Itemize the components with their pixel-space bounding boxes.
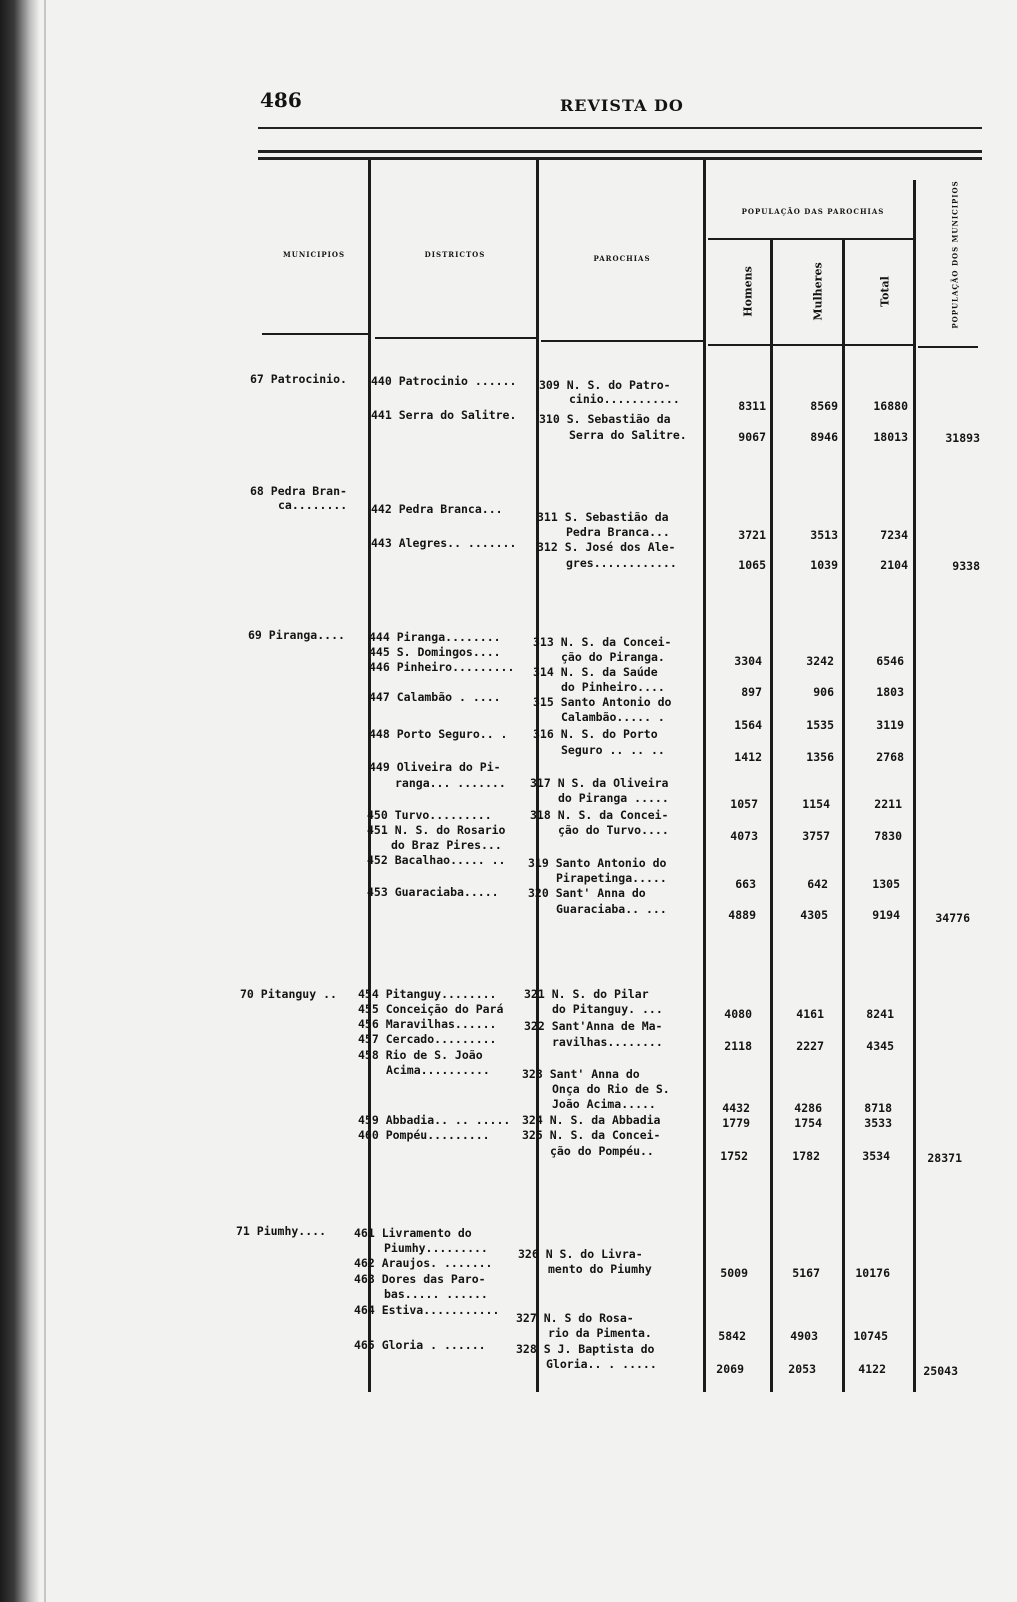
parish-label: gres............ bbox=[566, 556, 677, 570]
total-value: 3534 bbox=[862, 1149, 890, 1163]
parish-label: cinio........... bbox=[569, 392, 680, 406]
parish-label: 323 Sant' Anna do bbox=[522, 1067, 640, 1081]
district-label: 463 Dores das Paro- bbox=[354, 1272, 486, 1286]
parish-label: ravilhas........ bbox=[552, 1035, 663, 1049]
parish-label: 312 S. José dos Ale- bbox=[537, 540, 676, 554]
district-label: bas..... ...... bbox=[384, 1287, 488, 1301]
table-top-rule bbox=[258, 150, 982, 153]
parish-label: 313 N. S. da Concei- bbox=[533, 635, 672, 649]
district-label: 445 S. Domingos.... bbox=[369, 645, 501, 659]
homens-value: 1412 bbox=[734, 750, 762, 764]
mulheres-value: 1154 bbox=[802, 797, 830, 811]
homens-value: 2118 bbox=[724, 1039, 752, 1053]
parish-label: 325 N. S. da Concei- bbox=[522, 1128, 661, 1142]
header-bottom-rule bbox=[708, 344, 913, 346]
homens-value: 5009 bbox=[720, 1266, 748, 1280]
total-value: 10745 bbox=[853, 1329, 888, 1343]
table-top-rule-2 bbox=[258, 157, 982, 160]
column-rule bbox=[770, 240, 773, 1392]
header-bottom-rule bbox=[262, 333, 368, 335]
homens-value: 3721 bbox=[738, 528, 766, 542]
municipio-label: ca........ bbox=[278, 498, 348, 512]
header-total: Total bbox=[878, 276, 892, 307]
parish-label: 321 N. S. do Pilar bbox=[524, 987, 649, 1001]
total-value: 16880 bbox=[873, 399, 908, 413]
total-value: 3119 bbox=[876, 718, 904, 732]
total-value: 8718 bbox=[864, 1101, 892, 1115]
total-value: 8241 bbox=[866, 1007, 894, 1021]
parish-label: 316 N. S. do Porto bbox=[533, 727, 658, 741]
header-bottom-rule bbox=[375, 337, 536, 339]
header-bottom-rule bbox=[918, 346, 978, 348]
homens-value: 663 bbox=[735, 877, 756, 891]
municipio-total-value: 25043 bbox=[923, 1364, 958, 1378]
homens-value: 3304 bbox=[734, 654, 762, 668]
mulheres-value: 5167 bbox=[792, 1266, 820, 1280]
mulheres-value: 8946 bbox=[810, 430, 838, 444]
mulheres-value: 1039 bbox=[810, 558, 838, 572]
total-value: 7830 bbox=[874, 829, 902, 843]
total-value: 18013 bbox=[873, 430, 908, 444]
homens-value: 4080 bbox=[724, 1007, 752, 1021]
district-label: 460 Pompéu......... bbox=[358, 1128, 490, 1142]
parish-label: Guaraciaba.. ... bbox=[556, 902, 667, 916]
municipio-label: 68 Pedra Bran- bbox=[250, 484, 347, 498]
district-label: Piumhy......... bbox=[384, 1241, 488, 1255]
parish-label: rio da Pimenta. bbox=[548, 1326, 652, 1340]
parish-label: 320 Sant' Anna do bbox=[528, 886, 646, 900]
parish-label: 315 Santo Antonio do bbox=[533, 695, 672, 709]
district-label: 453 Guaraciaba..... bbox=[367, 885, 499, 899]
municipio-total-value: 9338 bbox=[952, 559, 980, 573]
parish-label: do Piranga ..... bbox=[558, 791, 669, 805]
district-label: 457 Cercado......... bbox=[358, 1032, 497, 1046]
mulheres-value: 4305 bbox=[800, 908, 828, 922]
district-label: ranga... ....... bbox=[395, 776, 506, 790]
parish-label: ção do Piranga. bbox=[561, 650, 665, 664]
homens-value: 1779 bbox=[722, 1116, 750, 1130]
header-populacao-municipios: POPULAÇÃO DOS MUNICIPIOS bbox=[950, 180, 960, 329]
total-value: 4122 bbox=[858, 1362, 886, 1376]
parish-label: ção do Turvo.... bbox=[558, 823, 669, 837]
district-label: 458 Rio de S. João bbox=[358, 1048, 483, 1062]
total-value: 2104 bbox=[880, 558, 908, 572]
municipio-total-value: 31893 bbox=[945, 431, 980, 445]
municipio-label: 67 Patrocinio. bbox=[250, 372, 347, 386]
total-value: 3533 bbox=[864, 1116, 892, 1130]
parish-label: Seguro .. .. .. bbox=[561, 743, 665, 757]
mulheres-value: 4286 bbox=[794, 1101, 822, 1115]
parish-label: Calambão..... . bbox=[561, 710, 665, 724]
total-value: 2768 bbox=[876, 750, 904, 764]
header-bottom-rule bbox=[541, 340, 703, 342]
parish-label: Gloria.. . ..... bbox=[546, 1357, 657, 1371]
parish-label: Serra do Salitre. bbox=[569, 428, 687, 442]
mulheres-value: 1782 bbox=[792, 1149, 820, 1163]
total-value: 7234 bbox=[880, 528, 908, 542]
district-label: 447 Calambão . .... bbox=[369, 690, 501, 704]
parish-label: Pirapetinga..... bbox=[556, 871, 667, 885]
district-label: 451 N. S. do Rosario bbox=[367, 823, 506, 837]
header-populacao-parochias: POPULAÇÃO DAS PAROCHIAS bbox=[741, 207, 885, 216]
page-number: 486 bbox=[260, 88, 302, 112]
district-label: 449 Oliveira do Pi- bbox=[369, 760, 501, 774]
mulheres-value: 1535 bbox=[806, 718, 834, 732]
district-label: 459 Abbadia.. .. ..... bbox=[358, 1113, 511, 1127]
header-rule bbox=[258, 127, 982, 129]
mulheres-value: 642 bbox=[807, 877, 828, 891]
homens-value: 4073 bbox=[730, 829, 758, 843]
subheader-rule bbox=[708, 238, 913, 240]
district-label: 441 Serra do Salitre. bbox=[371, 408, 517, 422]
column-rule bbox=[368, 160, 371, 1392]
total-value: 6546 bbox=[876, 654, 904, 668]
mulheres-value: 1754 bbox=[794, 1116, 822, 1130]
homens-value: 1752 bbox=[720, 1149, 748, 1163]
parish-label: 318 N. S. da Concei- bbox=[530, 808, 669, 822]
parish-label: Onça do Rio de S. bbox=[552, 1082, 670, 1096]
district-label: 440 Patrocinio ...... bbox=[371, 374, 517, 388]
district-label: 446 Pinheiro......... bbox=[369, 660, 515, 674]
homens-value: 897 bbox=[741, 685, 762, 699]
district-label: 462 Araujos. ....... bbox=[354, 1256, 493, 1270]
total-value: 9194 bbox=[872, 908, 900, 922]
municipio-label: 69 Piranga.... bbox=[248, 628, 345, 642]
parish-label: 326 N S. do Livra- bbox=[518, 1247, 643, 1261]
homens-value: 4432 bbox=[722, 1101, 750, 1115]
homens-value: 5842 bbox=[718, 1329, 746, 1343]
header-homens: Homens bbox=[741, 266, 755, 317]
mulheres-value: 3757 bbox=[802, 829, 830, 843]
mulheres-value: 2053 bbox=[788, 1362, 816, 1376]
parish-label: João Acima..... bbox=[552, 1097, 656, 1111]
homens-value: 1564 bbox=[734, 718, 762, 732]
column-rule bbox=[842, 240, 845, 1392]
total-value: 10176 bbox=[855, 1266, 890, 1280]
homens-value: 4889 bbox=[728, 908, 756, 922]
parish-label: 310 S. Sebastião da bbox=[539, 412, 671, 426]
mulheres-value: 2227 bbox=[796, 1039, 824, 1053]
homens-value: 1057 bbox=[730, 797, 758, 811]
parish-label: ção do Pompéu.. bbox=[550, 1144, 654, 1158]
district-label: 442 Pedra Branca... bbox=[371, 502, 503, 516]
total-value: 1803 bbox=[876, 685, 904, 699]
district-label: 448 Porto Seguro.. . bbox=[369, 727, 508, 741]
homens-value: 8311 bbox=[738, 399, 766, 413]
parish-label: 319 Santo Antonio do bbox=[528, 856, 667, 870]
parish-label: 327 N. S do Rosa- bbox=[516, 1311, 634, 1325]
district-label: 465 Gloria . ...... bbox=[354, 1338, 486, 1352]
district-label: 443 Alegres.. ....... bbox=[371, 536, 517, 550]
total-value: 2211 bbox=[874, 797, 902, 811]
parish-label: Pedra Branca... bbox=[566, 525, 670, 539]
homens-value: 1065 bbox=[738, 558, 766, 572]
district-label: 455 Conceição do Pará bbox=[358, 1002, 504, 1016]
municipio-total-value: 34776 bbox=[935, 911, 970, 925]
mulheres-value: 906 bbox=[813, 685, 834, 699]
district-label: 444 Piranga........ bbox=[369, 630, 501, 644]
scan-artifact-line bbox=[44, 0, 46, 1602]
municipio-total-value: 28371 bbox=[927, 1151, 962, 1165]
header-districtos: DISTRICTOS bbox=[424, 250, 486, 259]
parish-label: 322 Sant'Anna de Ma- bbox=[524, 1019, 663, 1033]
parish-label: 314 N. S. da Saúde bbox=[533, 665, 658, 679]
district-label: Acima.......... bbox=[386, 1063, 490, 1077]
header-municipios: MUNICIPIOS bbox=[282, 250, 346, 259]
parish-label: 317 N S. da Oliveira bbox=[530, 776, 669, 790]
parish-label: 324 N. S. da Abbadia bbox=[522, 1113, 661, 1127]
column-rule bbox=[703, 160, 706, 1392]
header-mulheres: Mulheres bbox=[811, 262, 825, 321]
header-parochias: PAROCHIAS bbox=[593, 254, 651, 263]
column-rule bbox=[913, 180, 916, 1392]
scan-binding-edge bbox=[0, 0, 40, 1602]
parish-label: 309 N. S. do Patro- bbox=[539, 378, 671, 392]
district-label: 461 Livramento do bbox=[354, 1226, 472, 1240]
running-title: REVISTA DO bbox=[560, 96, 684, 115]
homens-value: 2069 bbox=[716, 1362, 744, 1376]
municipio-label: 70 Pitanguy .. bbox=[240, 987, 337, 1001]
total-value: 1305 bbox=[872, 877, 900, 891]
district-label: 450 Turvo......... bbox=[367, 808, 492, 822]
municipio-label: 71 Piumhy.... bbox=[236, 1224, 327, 1238]
mulheres-value: 4903 bbox=[790, 1329, 818, 1343]
district-label: 452 Bacalhao..... .. bbox=[367, 853, 506, 867]
mulheres-value: 4161 bbox=[796, 1007, 824, 1021]
mulheres-value: 1356 bbox=[806, 750, 834, 764]
district-label: 464 Estiva........... bbox=[354, 1303, 500, 1317]
mulheres-value: 3513 bbox=[810, 528, 838, 542]
homens-value: 9067 bbox=[738, 430, 766, 444]
total-value: 4345 bbox=[866, 1039, 894, 1053]
district-label: do Braz Pires... bbox=[391, 838, 502, 852]
parish-label: do Pitanguy. ... bbox=[552, 1002, 663, 1016]
mulheres-value: 8569 bbox=[810, 399, 838, 413]
parish-label: do Pinheiro.... bbox=[561, 680, 665, 694]
mulheres-value: 3242 bbox=[806, 654, 834, 668]
parish-label: mento do Piumhy bbox=[548, 1262, 652, 1276]
district-label: 456 Maravilhas...... bbox=[358, 1017, 497, 1031]
district-label: 454 Pitanguy........ bbox=[358, 987, 497, 1001]
parish-label: 328 S J. Baptista do bbox=[516, 1342, 655, 1356]
parish-label: 311 S. Sebastião da bbox=[537, 510, 669, 524]
